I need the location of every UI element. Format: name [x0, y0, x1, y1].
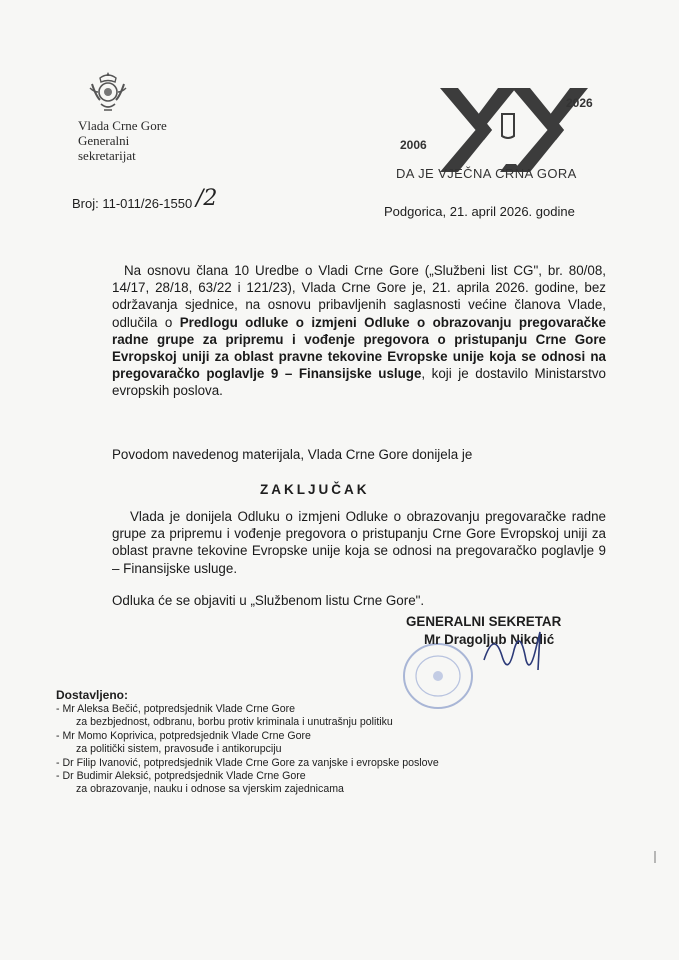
distribution-portfolio: za obrazovanje, nauku i odnose sa vjerskim zajednicama: [76, 783, 344, 796]
publish-paragraph: Odluka će se objaviti u „Službenom listu Crne Gore".: [112, 593, 425, 608]
signatory-name: Mr Dragoljub Nikolić: [424, 632, 555, 647]
distribution-list: [56, 703, 576, 797]
jubilee-tagline: DA JE VJEČNA CRNA GORA: [396, 166, 577, 181]
gov-line-3: sekretarijat: [78, 148, 136, 163]
distribution-item: [56, 757, 576, 770]
distribution-item: [56, 703, 576, 730]
handwritten-signature: [474, 620, 574, 684]
jubilee-year-end: 2026: [566, 96, 593, 110]
margin-mark: [652, 850, 658, 864]
jubilee-year-start: 2006: [400, 138, 427, 152]
decision-paragraph: [112, 508, 606, 577]
decision-text: Vlada je donijela Odluku o izmjeni Odluke o obrazovanju pregovaračke radne grupe za pripremu i vođenje pregovora o pristupanju Crne Gore Evropskoj uniji za oblast pravne tekovine Evropske unije koja se odnosi na pregovaračko poglavlje 9 – Finansijske usluge.: [112, 509, 606, 576]
distribution-heading: Dostavljeno:: [56, 688, 129, 702]
government-name: [78, 118, 278, 163]
coat-of-arms-icon: [86, 70, 130, 118]
distribution-recipient: - Dr Budimir Aleksić, potpredsjednik Vlade Crne Gore: [56, 770, 306, 783]
distribution-item: [56, 770, 576, 797]
signatory-title: GENERALNI SEKRETAR: [406, 614, 562, 629]
distribution-recipient: - Mr Momo Koprivica, potpredsjednik Vlade Crne Gore: [56, 729, 311, 742]
distribution-item: [56, 730, 576, 757]
povodom-paragraph: Povodom navedenog materijala, Vlada Crne Gore donijela je: [112, 447, 473, 462]
distribution-recipient: - Dr Filip Ivanović, potpredsjednik Vlade Crne Gore za vanjske i evropske poslove: [56, 756, 439, 769]
gov-line-2: Generalni: [78, 133, 130, 148]
distribution-portfolio: za politički sistem, pravosuđe i antikorupciju: [76, 743, 282, 756]
intro-text-1: Na osnovu člana 10 Uredbe o Vladi Crne Gore („Službeni list CG", br. 80/08, 14/17, 28/18, 63/22 i 121/23), Vlada Crne Gore je, 21. aprila 2026. godine, bez održavanja sjednice, na osnovu pribavljenih saglasnosti većine članova Vlade, odlučila o: [112, 263, 606, 330]
intro-proposal-title: Predlogu odluke o izmjeni Odluke o obrazovanju pregovaračke radne grupe za pripremu i vođenje pregovora o pristupanju Crne Gore Evropskoj uniji za oblast pravne tekovine Evropske unije koja se odnosi na pregovaračko poglavlje 9 – Finansijske usluge: [112, 314, 606, 382]
reference-number: Broj: 11-011/26-1550: [72, 196, 193, 211]
gov-line-1: Vlada Crne Gore: [78, 118, 167, 133]
intro-text-2: , koji je dostavilo Ministarstvo evropskih poslova.: [112, 366, 606, 399]
document-title: ZAKLJUČAK: [260, 482, 370, 497]
place-date: Podgorica, 21. april 2026. godine: [384, 204, 575, 219]
reference-handwritten: /2: [196, 186, 218, 211]
intro-paragraph: [112, 262, 606, 400]
distribution-recipient: - Mr Aleksa Bečić, potpredsjednik Vlade Crne Gore: [56, 703, 296, 715]
distribution-portfolio: za bezbjednost, odbranu, borbu protiv kriminala i unutrašnju politiku: [76, 716, 393, 729]
